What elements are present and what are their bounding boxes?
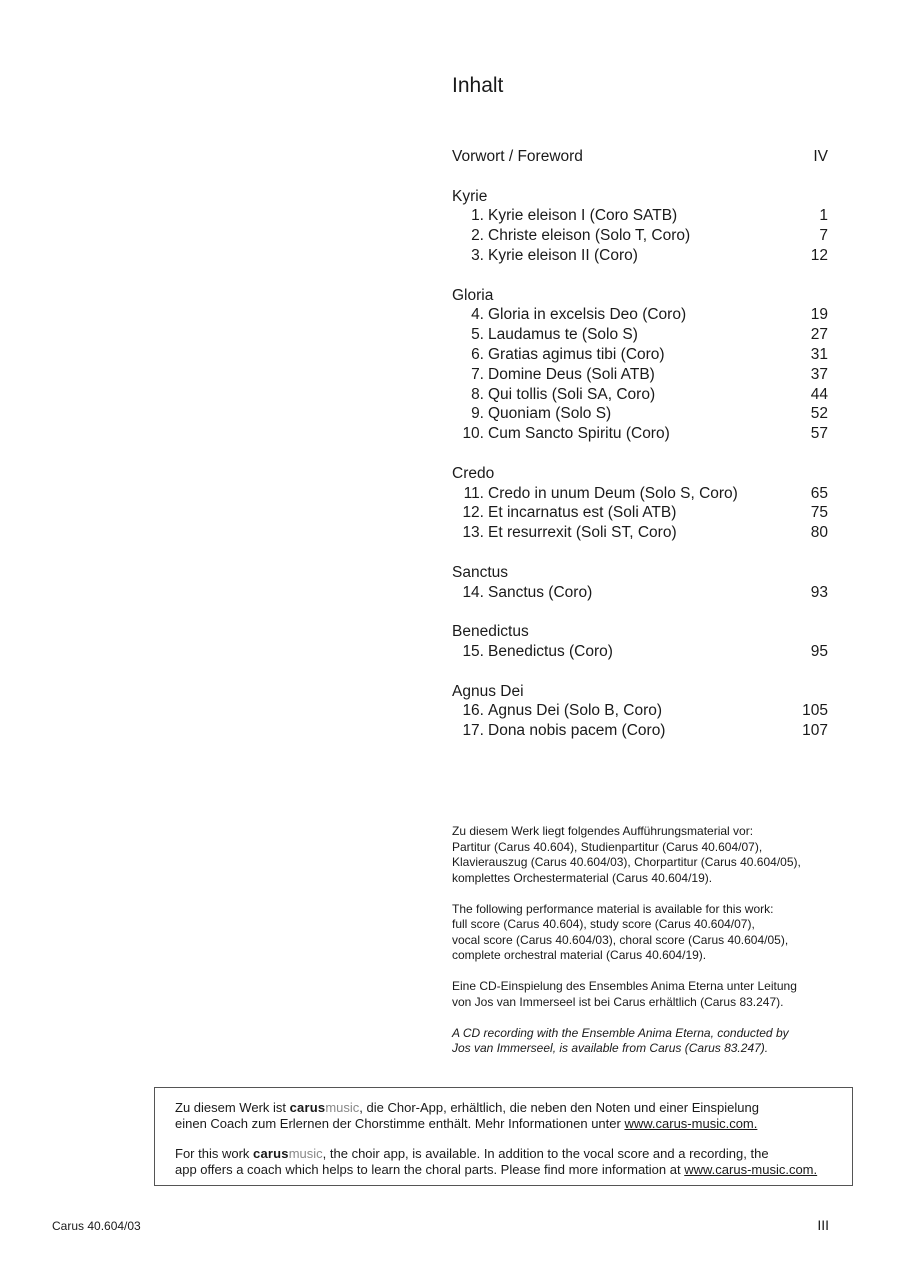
toc-entry — [452, 404, 828, 424]
toc-entry-page: 12 — [810, 246, 828, 264]
toc-entry — [452, 206, 828, 226]
toc-section-title: Gloria — [452, 286, 494, 304]
toc-entry-title: Kyrie eleison I (Coro SATB) — [488, 207, 678, 225]
toc-entry-title: Et incarnatus est (Soli ATB) — [488, 504, 677, 522]
toc-entry — [452, 424, 828, 444]
toc-entry — [452, 226, 828, 246]
page-number: III — [817, 1217, 829, 1233]
toc-entry-page: 93 — [810, 583, 828, 601]
toc-entry — [452, 345, 828, 365]
toc-entry-page: 44 — [810, 385, 828, 403]
note-en-cd: A CD recording with the Ensemble Anima Eterna, conducted by Jos van Immerseel, is available from Carus (Carus 83.247). — [452, 1025, 789, 1055]
carus-brand-bold: carus — [289, 1100, 326, 1115]
toc-entry — [452, 642, 828, 662]
toc-entry-page: 95 — [810, 642, 828, 660]
toc-entry-number: 10. — [462, 425, 484, 443]
toc-entry-number: 3. — [471, 246, 484, 264]
toc-entry — [452, 365, 828, 385]
toc-entry-title: Gloria in excelsis Deo (Coro) — [488, 306, 687, 324]
toc-entry-number: 16. — [462, 702, 484, 720]
toc-entry-page: 27 — [810, 326, 828, 344]
toc-section-heading — [452, 622, 828, 642]
toc-entry-number: 13. — [462, 524, 484, 542]
toc-entry — [452, 305, 828, 325]
toc-section-heading — [452, 464, 828, 484]
toc-entry-page: 1 — [819, 207, 828, 225]
toc-entry — [452, 503, 828, 523]
toc-entry-page: 80 — [810, 524, 828, 542]
toc-entry-title: Kyrie eleison II (Coro) — [488, 246, 638, 264]
toc-entry — [452, 523, 828, 543]
toc-entry-title: Christe eleison (Solo T, Coro) — [488, 227, 691, 245]
toc-entry-page: 52 — [810, 405, 828, 423]
toc-section-heading — [452, 563, 828, 583]
toc-foreword-page: IV — [813, 148, 828, 165]
toc-section-title: Kyrie — [452, 187, 488, 205]
toc-entry-page: 105 — [802, 702, 828, 720]
carus-brand-light: music — [288, 1146, 323, 1161]
toc-entry-page: 7 — [819, 227, 828, 245]
toc-entry-number: 5. — [471, 326, 484, 344]
toc-entry-page: 57 — [810, 425, 828, 443]
table-of-contents — [452, 147, 828, 741]
carus-link-en[interactable]: www.carus-music.com. — [684, 1161, 818, 1177]
toc-entry-title: Benedictus (Coro) — [488, 642, 613, 660]
toc-entry-number: 11. — [463, 484, 484, 502]
toc-entry-number: 12. — [462, 504, 484, 522]
toc-entry-title: Cum Sancto Spiritu (Coro) — [488, 425, 670, 443]
toc-section-heading — [452, 682, 828, 702]
toc-foreword-row — [452, 147, 828, 167]
toc-entry-number: 7. — [471, 365, 484, 383]
toc-entry — [452, 701, 828, 721]
toc-entry-title: Et resurrexit (Soli ST, Coro) — [488, 524, 677, 542]
toc-entry-number: 4. — [471, 306, 484, 324]
toc-entry-page: 75 — [810, 504, 828, 522]
note-de-cd: Eine CD-Einspielung des Ensembles Anima Eterna unter Leitung von Jos van Immerseel ist bei Carus erhältlich (Carus 83.247). — [452, 979, 797, 1009]
toc-entry-title: Dona nobis pacem (Coro) — [488, 722, 666, 740]
toc-entry-title: Quoniam (Solo S) — [488, 405, 612, 423]
toc-entry-page: 19 — [810, 306, 828, 324]
toc-entry — [452, 583, 828, 603]
toc-section-title: Benedictus — [452, 623, 529, 641]
toc-entry-number: 2. — [471, 227, 484, 245]
toc-entry-number: 8. — [471, 385, 484, 403]
toc-entry-title: Sanctus (Coro) — [488, 583, 593, 601]
toc-entry-title: Qui tollis (Soli SA, Coro) — [488, 385, 656, 403]
toc-entry — [452, 246, 828, 266]
toc-entry — [452, 325, 828, 345]
carus-brand-light: music — [325, 1100, 360, 1115]
toc-entry — [452, 484, 828, 504]
toc-entry-number: 17. — [462, 722, 484, 740]
toc-entry-page: 107 — [802, 722, 828, 740]
note-en-material: The following performance material is available for this work: full score (Carus 40.604), study score (Carus 40.604/07), vocal score (Carus 40.604/03), choral score (Carus 40.604/05), complete orchestral material (Carus 40.604/19). — [452, 901, 789, 962]
toc-section-heading — [452, 187, 828, 207]
toc-entry — [452, 721, 828, 741]
toc-section-title: Credo — [452, 464, 495, 482]
toc-entry-title: Laudamus te (Solo S) — [488, 326, 638, 344]
carus-link-de[interactable]: www.carus-music.com. — [624, 1115, 758, 1131]
toc-entry — [452, 385, 828, 405]
toc-entry-number: 15. — [462, 642, 484, 660]
toc-entry-number: 1. — [471, 207, 484, 225]
toc-entry-title: Gratias agimus tibi (Coro) — [488, 345, 665, 363]
app-info-de: Zu diesem Werk ist carusmusic, die Chor-App, erhältlich, die neben den Noten und einer Einspielung einen Coach zum Erlernen der Chorstimme enthält. Mehr Informationen unter www.carus-music.com. — [175, 1100, 759, 1131]
carus-brand-bold: carus — [253, 1146, 289, 1161]
toc-entry-title: Credo in unum Deum (Solo S, Coro) — [488, 484, 738, 502]
toc-entry-title: Domine Deus (Soli ATB) — [488, 365, 655, 383]
app-info-box — [154, 1087, 853, 1186]
toc-section-heading — [452, 286, 828, 306]
toc-section-title: Sanctus — [452, 563, 509, 581]
toc-entry-title: Agnus Dei (Solo B, Coro) — [488, 702, 663, 720]
toc-entry-page: 31 — [810, 345, 828, 363]
toc-entry-page: 65 — [810, 484, 828, 502]
catalog-number: Carus 40.604/03 — [52, 1219, 141, 1233]
toc-foreword-label: Vorwort / Foreword — [452, 148, 583, 165]
toc-section-title: Agnus Dei — [452, 682, 524, 700]
toc-entry-number: 9. — [471, 405, 484, 423]
page-title: Inhalt — [452, 74, 504, 97]
app-info-en: For this work carusmusic, the choir app, is available. In addition to the vocal score and a recording, the app offers a coach which helps to learn the choral parts. Please find more information at www.carus-music.com. — [175, 1146, 818, 1177]
toc-entry-number: 14. — [462, 583, 484, 601]
toc-entry-page: 37 — [810, 365, 828, 383]
note-de-material: Zu diesem Werk liegt folgendes Aufführungsmaterial vor: Partitur (Carus 40.604), Studienpartitur (Carus 40.604/07), Klavierauszug (Carus 40.604/03), Chorpartitur (Carus 40.604/05), komplettes Orchestermaterial (Carus 40.604/19). — [452, 824, 801, 885]
toc-entry-number: 6. — [471, 345, 484, 363]
performance-material-notes — [452, 824, 842, 1072]
